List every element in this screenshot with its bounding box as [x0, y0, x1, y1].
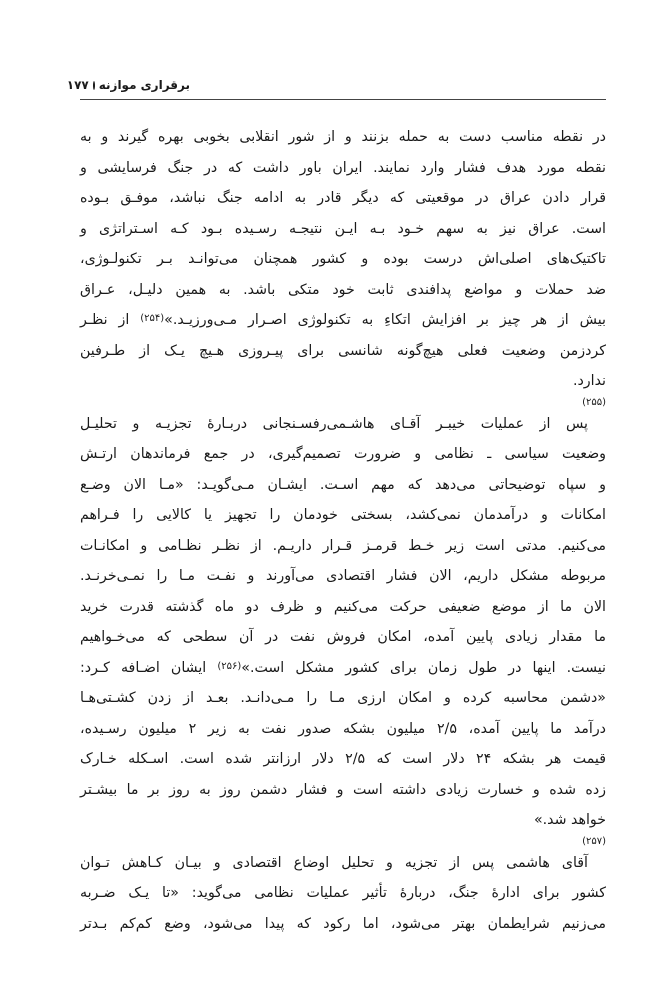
text-line: امکانات و درآمدمان نمی‌کشد، بسختی خودمان را تجهیز یا کالایی را فـراهم: [80, 507, 606, 523]
header-rule: [80, 99, 606, 100]
text-line: آقای هاشمی پس از تجزیه و تحلیل اوضاع اقتصادی و بیـان کـاهش تـوان: [80, 854, 588, 871]
circle-ornament-icon: [93, 81, 95, 90]
text-line: کردزمن وضعیت فعلی هیچ‌گونه شانسی برای پیـروزی هـیچ یـک از طـرفین: [80, 342, 606, 359]
text-line: ضد حملات و مواضع پدافندی ثابت خود متکی باشد. به همین دلیـل، عـراق: [80, 281, 606, 298]
text-line: ندارد.: [572, 373, 606, 389]
text-line: الان ما از موضع ضعیفی حرکت می‌کنیم و ظرف دو ماه گذشته قدرت خرید: [80, 598, 606, 615]
text-line: است. عراق نیز به سهم خـود بـه ایـن نتیجـه رسـیده بـود کـه اسـتراتژی و: [80, 220, 606, 237]
text-fragment: ایشان اضـافه کـرد:: [80, 659, 218, 676]
text-line: ما مقدار زیادی پایین آمده، امکان فروش نفت در آن سطحی که می‌خـواهیم: [80, 629, 606, 645]
text-line: تاکتیک‌های اصلی‌اش درست بوده و کشور همچنان می‌توانـد بـر تکنولـوژی،: [80, 251, 606, 267]
chapter-title: برقراری موازنه: [98, 78, 190, 92]
text-line: درآمد ما پایین آمده، ۲/۵ میلیون بشکه صدور نفت به زیر ۲ میلیون رسـیده،: [80, 720, 606, 737]
text-line: در نقطه مناسب دست به حمله بزنند و از شور انقلابی بخوبی بهره گیرند و به: [80, 129, 606, 145]
footnote-ref: (۲۵۵): [582, 396, 606, 408]
running-header: [66, 78, 190, 92]
body-text: [80, 122, 606, 939]
text-line: کشور برای ادارۀ جنگ، دربارۀ تأثیر عملیات نظامی می‌گوید: «تا یـک ضـربه: [80, 885, 606, 901]
text-line: می‌زنیم شرایطمان بهتر می‌شود، اما رکود که پیدا می‌شود، وضع کم‌کم بـدتر: [80, 915, 606, 932]
text-line: قیمت هر بشکه ۲۴ دلار است که ۲/۵ دلار ارزانتر شده است. اسـکله خـارک: [80, 751, 606, 767]
text-fragment: از نظـر: [80, 312, 141, 328]
footnote-ref: (۲۵۷): [582, 835, 606, 847]
text-line: مربوطه مشکل داریم، الان فشار اقتصادی می‌آورند و نفـت مـا را نمـی‌خرنـد.: [80, 568, 606, 584]
text-line: پس از عملیات خیبـر آقـای هاشـمی‌رفسـنجانی دربـارۀ تجزیـه و تحلیـل: [80, 415, 588, 432]
footnote-ref: (۲۵۴): [140, 313, 165, 324]
text-fragment: نیست. اینها در طول زمان برای کشور مشکل است.»: [241, 659, 607, 676]
footnote-ref: (۲۵۶): [217, 660, 242, 672]
text-line: نقطه مورد هدف فشار وارد نمایند. ایران باور داشت که در جنگ فرسایشی و: [80, 159, 606, 176]
paragraph-1: [80, 122, 606, 409]
text-line: می‌کنیم. مدتی است زیر خـط قرمـز قـرار داریـم. از نظـر نظـامی و امکانـات: [80, 537, 606, 554]
text-line: زده شده و خسارت زیادی داشته است و فشار دشمن روز به روز بر ما بیشـتر: [80, 781, 606, 798]
paragraph-2: [80, 409, 606, 848]
text-line: «دشمن محاسبه کرده و امکان ارزی مـا را مـی‌دانـد. بعـد از زدن کشـتی‌هـا: [80, 690, 606, 706]
text-line: و سپاه توضیحاتی می‌دهد که مهم اسـت. ایشـان مـی‌گویـد: «مـا الان وضـع: [80, 476, 606, 493]
text-line: خواهد شد.»: [533, 812, 606, 828]
text-line: [80, 305, 606, 336]
text-fragment: بیش از هر چیز بر افزایش اتکاءِ به تکنولوژی اصـرار مـی‌ورزیـد.»: [164, 312, 607, 328]
text-line: وضعیت سیاسی ـ نظامی و ضرورت تصمیم‌گیری، در جمع فرماندهان ارتـش: [80, 446, 606, 462]
text-line: [80, 653, 606, 684]
page-number: ۱۷۷: [66, 78, 89, 92]
paragraph-3: [80, 848, 606, 940]
text-line: قرار دادن عراق در موقعیتی که دیگر قادر به ادامه جنگ نباشد، موفـق بـوده: [80, 190, 606, 206]
